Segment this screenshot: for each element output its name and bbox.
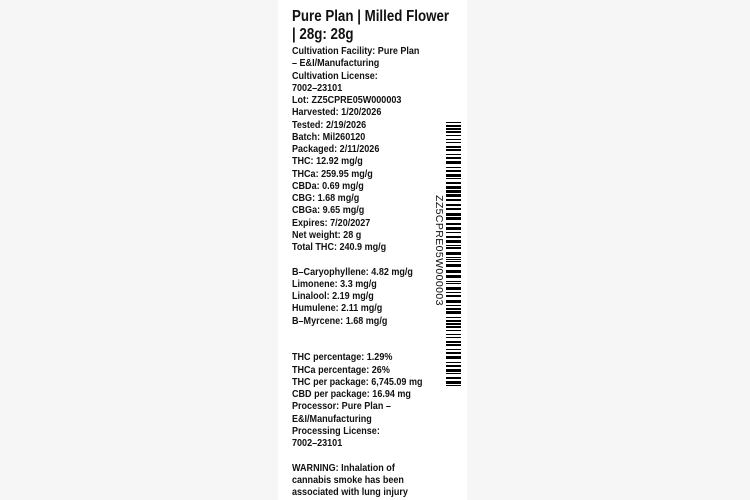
barcode-bar bbox=[446, 352, 461, 354]
barcode-bar bbox=[446, 300, 461, 303]
details-section bbox=[292, 45, 447, 253]
terpene-humulene: Humulene: 2.11 mg/g bbox=[292, 302, 383, 315]
barcode-bar bbox=[446, 270, 461, 273]
warning-line-2: cannabis smoke has been bbox=[292, 473, 404, 486]
barcode-bar bbox=[446, 247, 461, 249]
processor: Processor: Pure Plan – bbox=[292, 400, 391, 413]
barcode-bar bbox=[446, 139, 461, 140]
cultivation-license-number: 7002–23101 bbox=[292, 81, 343, 94]
barcode-bar bbox=[446, 227, 461, 230]
barcode-bar bbox=[446, 275, 461, 278]
net-weight: Net weight: 28 g bbox=[292, 228, 362, 241]
barcode-bar bbox=[446, 122, 461, 123]
cbga-value: CBGa: 9.65 mg/g bbox=[292, 204, 365, 217]
terpenes-section bbox=[292, 266, 447, 327]
barcode-bar bbox=[446, 261, 461, 262]
barcode-bar bbox=[446, 178, 461, 179]
barcode-bar bbox=[446, 142, 461, 143]
thc-percentage: THC percentage: 1.29% bbox=[292, 351, 393, 364]
barcode-bar bbox=[446, 341, 461, 343]
barcode-bar bbox=[446, 149, 461, 151]
summary-section bbox=[292, 351, 447, 449]
barcode-bar bbox=[446, 349, 461, 350]
barcode-bar bbox=[446, 154, 461, 155]
processor-cont: E&I/Manufacturing bbox=[292, 412, 372, 425]
barcode bbox=[446, 122, 461, 386]
barcode-bar bbox=[446, 182, 461, 184]
barcode-bar bbox=[446, 194, 461, 197]
barcode-bar bbox=[446, 223, 461, 225]
barcode-bar bbox=[446, 245, 461, 246]
product-label bbox=[278, 0, 467, 500]
barcode-bar bbox=[446, 292, 461, 293]
barcode-bar bbox=[446, 186, 461, 189]
tested-date: Tested: 2/19/2026 bbox=[292, 118, 367, 131]
barcode-bar bbox=[446, 377, 461, 379]
barcode-bar bbox=[446, 369, 461, 372]
barcode-bar bbox=[446, 146, 461, 148]
barcode-bar bbox=[446, 204, 461, 206]
barcode-bar bbox=[446, 135, 461, 136]
barcode-bar bbox=[446, 213, 461, 216]
barcode-bar bbox=[446, 320, 461, 322]
terpene-linalool: Linalool: 2.19 mg/g bbox=[292, 290, 374, 302]
batch-number: Batch: Mil260120 bbox=[292, 130, 366, 143]
barcode-bar bbox=[446, 356, 461, 359]
barcode-bar bbox=[446, 259, 461, 260]
title-line-2: | 28g: 28g bbox=[292, 26, 354, 43]
warning-section bbox=[292, 462, 447, 499]
barcode-bar bbox=[446, 190, 461, 193]
barcode-bar bbox=[446, 311, 461, 314]
barcode-bar bbox=[446, 305, 461, 306]
label-body bbox=[292, 45, 447, 498]
barcode-bar bbox=[446, 326, 461, 328]
terpene-caryophyllene: B–Caryophyllene: 4.82 mg/g bbox=[292, 265, 413, 278]
spacer bbox=[292, 327, 447, 352]
barcode-bar bbox=[446, 362, 461, 363]
product-title bbox=[292, 8, 450, 44]
barcode-bar bbox=[446, 281, 461, 282]
barcode-bar bbox=[446, 125, 461, 127]
barcode-bar bbox=[446, 381, 461, 384]
spacer bbox=[292, 449, 447, 461]
barcode-bar bbox=[446, 334, 461, 335]
barcode-bar bbox=[446, 167, 461, 168]
terpene-myrcene: B–Myrcene: 1.68 mg/g bbox=[292, 314, 388, 327]
barcode-bar bbox=[446, 232, 461, 233]
cbda-value: CBDa: 0.69 mg/g bbox=[292, 179, 364, 192]
barcode-bar bbox=[446, 308, 461, 310]
barcode-bar bbox=[446, 161, 461, 164]
terpene-limonene: Limonene: 3.3 mg/g bbox=[292, 277, 377, 290]
barcode-bar bbox=[446, 344, 461, 346]
thca-value: THCa: 259.95 mg/g bbox=[292, 167, 373, 180]
barcode-text: ZZ5CPRE05W000003 bbox=[433, 195, 445, 306]
barcode-bar bbox=[446, 208, 461, 210]
cbd-per-package: CBD per package: 16.94 mg bbox=[292, 388, 411, 400]
barcode-bar bbox=[446, 157, 461, 159]
barcode-bar bbox=[446, 240, 461, 243]
title-line-1: Pure Plan | Milled Flower bbox=[292, 8, 450, 25]
processing-license-number: 7002–23101 bbox=[292, 437, 343, 449]
barcode-bar bbox=[446, 257, 461, 258]
barcode-bar bbox=[446, 174, 461, 177]
barcode-bar bbox=[446, 295, 461, 297]
barcode-bar bbox=[446, 217, 461, 220]
total-thc: Total THC: 240.9 mg/g bbox=[292, 241, 387, 253]
barcode-bar bbox=[446, 236, 461, 238]
cbg-value: CBG: 1.68 mg/g bbox=[292, 192, 360, 204]
barcode-bar bbox=[446, 264, 461, 267]
cultivation-license-label: Cultivation License: bbox=[292, 69, 378, 82]
warning-line-1: WARNING: Inhalation of bbox=[292, 461, 395, 474]
lot-number: Lot: ZZ5CPRE05W000003 bbox=[292, 94, 402, 106]
harvested-date: Harvested: 1/20/2026 bbox=[292, 106, 382, 119]
barcode-bar bbox=[446, 317, 461, 318]
barcode-bar bbox=[446, 199, 461, 201]
barcode-human-readable bbox=[433, 195, 444, 313]
barcode-bar bbox=[446, 337, 461, 338]
barcode-bar bbox=[446, 131, 461, 133]
thca-percentage: THCa percentage: 26% bbox=[292, 363, 390, 376]
barcode-bar bbox=[446, 323, 461, 325]
barcode-bar bbox=[446, 373, 461, 374]
barcode-bar bbox=[446, 287, 461, 290]
cultivation-facility: Cultivation Facility: Pure Plan bbox=[292, 45, 420, 57]
cultivation-facility-cont: – E&I/Manufacturing bbox=[292, 57, 380, 70]
thc-per-package: THC per package: 6,745.09 mg bbox=[292, 375, 423, 388]
barcode-bar bbox=[446, 365, 461, 367]
expires-date: Expires: 7/20/2027 bbox=[292, 216, 371, 229]
barcode-bar bbox=[446, 385, 461, 386]
thc-value: THC: 12.92 mg/g bbox=[292, 155, 363, 168]
warning-line-3: associated with lung injury bbox=[292, 486, 408, 498]
barcode-bar bbox=[446, 128, 461, 130]
barcode-bar bbox=[446, 170, 461, 172]
barcode-bar bbox=[446, 283, 461, 284]
barcode-bar bbox=[446, 330, 461, 331]
processing-license-label: Processing License: bbox=[292, 424, 380, 437]
packaged-date: Packaged: 2/11/2026 bbox=[292, 143, 380, 155]
barcode-bar bbox=[446, 252, 461, 255]
spacer bbox=[292, 253, 447, 265]
